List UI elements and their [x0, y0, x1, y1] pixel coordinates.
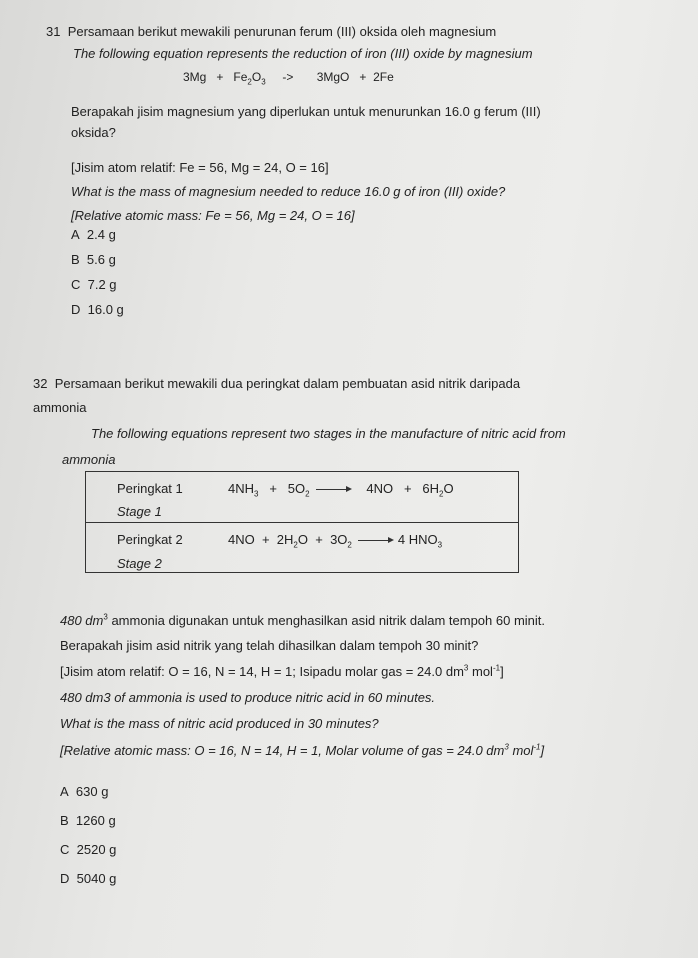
q31-option-a[interactable]: A 2.4 g	[71, 227, 116, 242]
q31-ram-english: [Relative atomic mass: Fe = 56, Mg = 24, O = 16]	[71, 208, 355, 223]
stage2-equation: $4NO + 2H_2O + 3O_2$ 4 $HNO_3$	[228, 532, 443, 550]
q31-equation: 3Mg + $Fe_2O_3$ -> 3MgO + 2Fe	[183, 70, 394, 87]
q31-number: 31	[46, 24, 61, 39]
q31-question-malay-line1: Berapakah jisim magnesium yang diperlukan untuk menurunkan 16.0 g ferum (III)	[71, 104, 541, 119]
q31-question-english: What is the mass of magnesium needed to reduce 16.0 g of iron (III) oxide?	[71, 184, 506, 199]
q31-english-intro: The following equation represents the reduction of iron (III) oxide by magnesium	[73, 46, 533, 61]
q32-option-c[interactable]: C 2520 g	[60, 842, 117, 857]
q32-statement-english: 480 dm3 of ammonia is used to produce nitric acid in 60 minutes.	[60, 690, 436, 705]
q32-statement-malay: 480 $dm^3$ ammonia digunakan untuk menghasilkan asid nitrik dalam tempoh 60 minit.	[60, 612, 546, 628]
stage1-equation: $4NH_3$ + $5O_2$ 4NO + $6H_2O$	[228, 481, 454, 499]
reaction-arrow-icon: ->	[282, 70, 294, 84]
q32-question-malay: Berapakah jisim asid nitrik yang telah dihasilkan dalam tempoh 30 minit?	[60, 638, 479, 653]
q32-number: 32	[33, 376, 48, 391]
q32-english-intro-line2: ammonia	[62, 452, 116, 467]
stage2-label-english: Stage 2	[117, 556, 162, 571]
q32-ram-english: [Relative atomic mass: O = 16, N = 14, H = 1, Molar volume of gas = 24.0 $dm^3$ mol$^{-1}$]	[60, 742, 545, 758]
stage2-label-malay: Peringkat 2	[117, 532, 183, 547]
q31-question-malay-line2: oksida?	[71, 125, 116, 140]
q32-question-english: What is the mass of nitric acid produced in 30 minutes?	[60, 716, 379, 731]
reaction-arrow-icon	[316, 489, 350, 490]
stage1-label-malay: Peringkat 1	[117, 481, 183, 496]
q31-malay-intro	[46, 24, 496, 40]
q32-option-b[interactable]: B 1260 g	[60, 813, 116, 828]
q32-option-a[interactable]: A 630 g	[60, 784, 109, 799]
table-divider	[86, 522, 518, 523]
stages-table	[85, 471, 519, 573]
q31-option-c[interactable]: C 7.2 g	[71, 277, 117, 292]
stage1-label-english: Stage 1	[117, 504, 162, 519]
q31-malay-text: Persamaan berikut mewakili penurunan ferum (III) oksida oleh magnesium	[67, 24, 497, 39]
reaction-arrow-icon	[358, 540, 392, 541]
q32-option-d[interactable]: D 5040 g	[60, 871, 117, 886]
q31-option-b[interactable]: B 5.6 g	[71, 252, 116, 267]
q32-malay-intro: 32 Persamaan berikut mewakili dua peringkat dalam pembuatan asid nitrik daripada	[33, 376, 521, 391]
q31-option-d[interactable]: D 16.0 g	[71, 302, 124, 317]
q32-malay-intro-line2: ammonia	[33, 400, 87, 415]
q32-english-intro: The following equations represent two stages in the manufacture of nitric acid from	[91, 426, 566, 441]
q32-ram-malay: [Jisim atom relatif: O = 16, N = 14, H = 1; Isipadu molar gas = 24.0 $dm^3$ mol$^{-1}$]	[60, 663, 504, 679]
q31-ram-malay: [Jisim atom relatif: Fe = 56, Mg = 24, O = 16]	[71, 160, 329, 175]
